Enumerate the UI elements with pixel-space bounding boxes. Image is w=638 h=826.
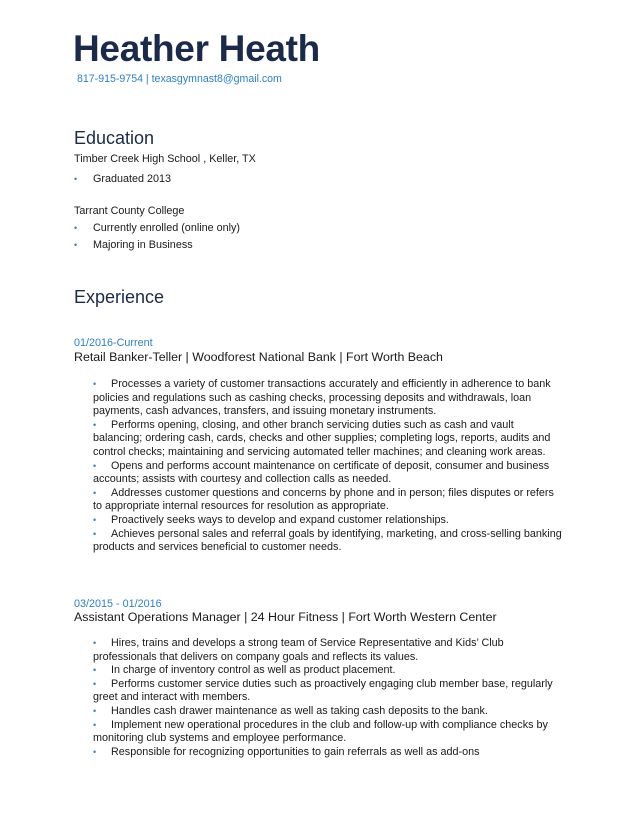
job-bullet bbox=[93, 664, 563, 678]
job-bullet-text: In charge of inventory control as well as product placement. bbox=[111, 664, 396, 677]
job-bullet bbox=[93, 719, 563, 746]
contact-info: 817-915-9754 | texasgymnast8@gmail.com bbox=[77, 73, 282, 85]
bullet-icon: • bbox=[93, 719, 97, 730]
bullet-icon: • bbox=[93, 746, 97, 757]
bullet-icon: • bbox=[93, 665, 97, 676]
job-title: Assistant Operations Manager | 24 Hour Fitness | Fort Worth Western Center bbox=[74, 610, 497, 624]
school-name: Tarrant County College bbox=[74, 205, 185, 217]
job-bullet-text: Performs customer service duties such as proactively engaging club member base, regularly greet and interact with members. bbox=[93, 677, 553, 704]
job-bullet bbox=[93, 419, 563, 460]
job-bullet-text: Handles cash drawer maintenance as well as taking cash deposits to the bank. bbox=[111, 704, 488, 717]
education-bullet-text: Currently enrolled (online only) bbox=[93, 222, 241, 234]
bullet-icon: • bbox=[93, 419, 97, 430]
bullet-icon: • bbox=[93, 678, 97, 689]
education-bullet bbox=[74, 239, 193, 251]
bullet-icon: • bbox=[93, 638, 97, 648]
bullet-icon: • bbox=[74, 174, 78, 184]
education-bullet bbox=[74, 173, 171, 185]
bullet-icon: • bbox=[93, 487, 97, 498]
job-bullet-text: Processes a variety of customer transactions accurately and efficiently in adherence to bank policies and regulations such as cashing checks, processing deposits and withdrawals, loan payments, cash advances, transfers, and issuing monetary instruments. bbox=[93, 378, 551, 418]
job-bullet bbox=[93, 460, 563, 487]
job-bullet-text: Responsible for recognizing opportunities to gain referrals as well as add-ons bbox=[111, 745, 480, 758]
job-dates: 03/2015 - 01/2016 bbox=[74, 598, 162, 610]
job-bullet-text: Proactively seeks ways to develop and expand customer relationships. bbox=[111, 513, 449, 526]
bullet-icon: • bbox=[93, 460, 97, 471]
job-dates: 01/2016-Current bbox=[74, 337, 153, 349]
job-bullet bbox=[93, 378, 563, 419]
job-bullet bbox=[93, 487, 563, 514]
education-bullet bbox=[74, 222, 240, 234]
job-bullet bbox=[93, 678, 563, 705]
education-bullet-text: Majoring in Business bbox=[93, 239, 193, 251]
job-bullet bbox=[93, 528, 563, 555]
job-bullet-text: Achieves personal sales and referral goals by identifying, marketing, and cross-selling banking products and services beneficial to customer needs. bbox=[93, 527, 562, 554]
job-bullet-text: Performs opening, closing, and other branch servicing duties such as cash and vault balancing; ordering cash, cards, checks and other supplies; completing logs, reports, audits and control checks; maintaining and servicing automated teller machines; and cleaning work areas. bbox=[93, 418, 551, 458]
experience-heading: Experience bbox=[74, 287, 165, 307]
job-bullet bbox=[93, 514, 563, 528]
bullet-icon: • bbox=[93, 379, 97, 389]
job-bullet bbox=[93, 705, 563, 719]
job-bullet-text: Hires, trains and develops a strong team of Service Representative and Kids’ Club professionals that delivers on company goals and reflects its values. bbox=[93, 637, 504, 663]
job-bullet bbox=[93, 637, 563, 664]
school-name: Timber Creek High School , Keller, TX bbox=[74, 153, 256, 165]
job-bullet bbox=[93, 746, 563, 760]
job-description bbox=[93, 637, 563, 759]
bullet-icon: • bbox=[74, 240, 78, 250]
bullet-icon: • bbox=[93, 705, 97, 716]
job-bullet-text: Addresses customer questions and concerns by phone and in person; files disputes or refers to appropriate internal resources for resolution as appropriate. bbox=[93, 486, 554, 513]
bullet-icon: • bbox=[93, 514, 97, 525]
bullet-icon: • bbox=[74, 223, 78, 233]
job-bullet-text: Implement new operational procedures in the club and follow-up with compliance checks by monitoring club systems and employee performance. bbox=[93, 718, 548, 745]
education-bullet-text: Graduated 2013 bbox=[93, 173, 172, 185]
bullet-icon: • bbox=[93, 528, 97, 539]
job-title: Retail Banker-Teller | Woodforest National Bank | Fort Worth Beach bbox=[74, 350, 443, 364]
job-description bbox=[93, 378, 563, 555]
education-heading: Education bbox=[74, 128, 155, 148]
candidate-name: Heather Heath bbox=[73, 28, 320, 69]
job-bullet-text: Opens and performs account maintenance on certificate of deposit, consumer and business accounts; assists with courtesy and collection calls as needed. bbox=[93, 459, 550, 486]
